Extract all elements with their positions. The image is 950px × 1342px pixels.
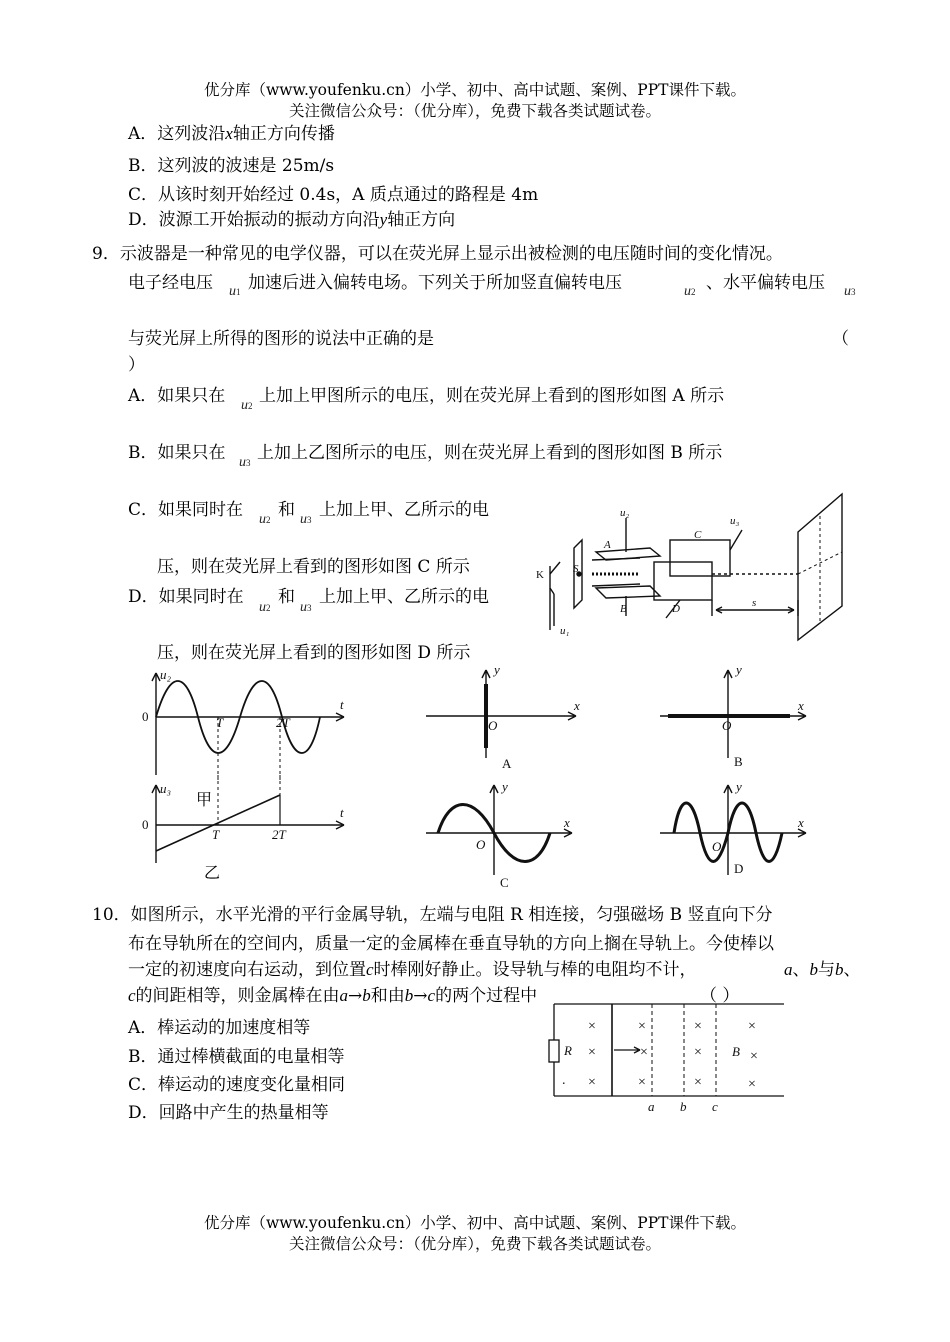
q10-line4-text-c: 的两个过程中 <box>435 986 538 1006</box>
var-u: u <box>241 398 248 413</box>
filament <box>550 562 560 574</box>
label-o: O <box>476 837 486 852</box>
label-T: T <box>216 715 224 730</box>
label-o: O <box>488 718 498 733</box>
label-b-pos: b <box>680 1099 687 1114</box>
sub-2: 2 <box>266 603 271 613</box>
label-o: O <box>712 839 722 854</box>
label-b: B <box>732 1044 740 1059</box>
field-cross: × <box>588 1045 596 1060</box>
q8-option-a <box>128 119 335 144</box>
sub-2: 2 <box>266 515 271 525</box>
label-c: C <box>694 529 702 541</box>
field-cross: × <box>748 1019 756 1034</box>
sub-2: 2 <box>248 401 253 411</box>
label-a: A <box>502 756 512 771</box>
var-u: u <box>229 284 236 299</box>
q9-var-u1 <box>229 284 241 300</box>
q10-end: 、 <box>843 960 861 980</box>
q10-var-b: b <box>809 960 818 979</box>
q9-option-a-pre: A．如果只在 <box>128 386 226 406</box>
sub-1: 1 <box>236 287 241 297</box>
label-2T: 2T <box>272 827 286 842</box>
var-u: u <box>300 600 307 615</box>
label-y: y <box>736 779 742 794</box>
header-line-1: 优分库（www.youfenku.cn）小学、初中、高中试题、案例、PPT课件下载。 <box>203 81 747 99</box>
oscilloscope-diagram <box>530 488 850 648</box>
sub-3: 3 <box>851 287 856 297</box>
var-u: u <box>239 455 246 470</box>
label-T: T <box>212 827 220 842</box>
q10-stem-line-2: 布在导轨所在的空间内，质量一定的金属棒在垂直导轨的方向上搁在导轨上。今使棒以 <box>128 934 774 954</box>
field-cross: × <box>588 1075 596 1090</box>
label-k: K <box>536 569 544 581</box>
label-s2: s <box>752 597 757 609</box>
q10-var-a: a <box>784 960 793 979</box>
q8-option-a-post: 轴正方向传播 <box>232 124 335 144</box>
q10-var-a: a <box>339 986 349 1005</box>
q8-option-d-var: y <box>379 210 388 229</box>
u3-ramp <box>156 795 280 851</box>
q10-answer-paren: （ ） <box>700 986 740 1006</box>
q9-option-d-mid: 和 <box>278 587 295 607</box>
label-y: y <box>494 662 500 677</box>
q10-var-b2: b <box>404 986 414 1005</box>
field-cross: × <box>640 1045 648 1060</box>
plate-b <box>596 586 660 598</box>
graph-yi-label: 乙 <box>204 863 221 882</box>
label-t: t <box>340 697 344 712</box>
q10-stem-line-1: 10．如图所示，水平光滑的平行金属导轨，左端与电阻 R 相连接，匀强磁场 B 竖直向下分 <box>92 905 773 925</box>
velocity-arrow <box>614 1047 640 1053</box>
field-dot: . <box>562 1073 566 1088</box>
q10-stem-line-4 <box>128 981 537 1006</box>
graph-yi-u3 <box>134 775 364 865</box>
field-cross: × <box>694 1045 702 1060</box>
label-2T: 2T <box>276 715 290 730</box>
label-x: x <box>798 698 804 713</box>
screen-figure-d <box>656 775 826 895</box>
label-x: x <box>574 698 580 713</box>
q8-option-c: C．从该时刻开始经过 0.4s，A 质点通过的路程是 4m <box>128 185 539 205</box>
q10-option-b: B．通过棒横截面的电量相等 <box>128 1047 345 1067</box>
q8-option-a-pre: A．这列波沿 <box>128 124 226 144</box>
q8-option-d-post: 轴正方向 <box>387 210 456 230</box>
q9-option-d-cont: 压，则在荧光屏上看到的图形如图 D 所示 <box>157 643 471 663</box>
q9-option-a-var <box>241 398 253 414</box>
q9-stem-line-1: 9．示波器是一种常见的电学仪器，可以在荧光屏上显示出被检测的电压随时间的变化情况。 <box>92 244 783 264</box>
resistor-r <box>549 1040 559 1062</box>
electron-gun-tube <box>592 558 640 586</box>
q9-var-u3 <box>844 284 856 300</box>
q9-option-c-cont: 压，则在荧光屏上看到的图形如图 C 所示 <box>157 557 470 577</box>
q9-var-u2 <box>684 284 696 300</box>
q10-stem-line-3 <box>128 955 697 980</box>
q10-and: 与 <box>818 960 835 980</box>
label-r: R <box>564 1043 572 1058</box>
q10-option-d: D．回路中产生的热量相等 <box>128 1103 329 1123</box>
label-s1: S <box>573 563 579 575</box>
rail-field-diagram <box>548 998 790 1118</box>
q9-option-a-post: 上加上甲图所示的电压，则在荧光屏上看到的图形如图 A 所示 <box>259 386 725 406</box>
footer-line-2: 关注微信公众号：（优分库），免费下载各类试题试卷。 <box>288 1235 661 1253</box>
label-u2: u₂ <box>620 507 630 519</box>
q9-answer-paren-open: （ <box>832 329 849 349</box>
label-a: a <box>648 1099 655 1114</box>
graph-jia-label: 甲 <box>196 790 213 809</box>
q9-stem-line-2a: 电子经电压 <box>128 273 213 293</box>
field-cross: × <box>638 1019 646 1034</box>
var-u: u <box>259 512 266 527</box>
q9-option-b-var <box>239 455 251 471</box>
q10-line4-text-a: 的间距相等，则金属棒在由 <box>135 986 340 1006</box>
q10-line4-text-b: 和由 <box>370 986 405 1006</box>
var-u: u <box>684 284 691 299</box>
label-b: B <box>620 603 627 615</box>
label-c: C <box>500 875 509 890</box>
var-u: u <box>300 512 307 527</box>
label-a: A <box>604 539 611 551</box>
label-x: x <box>564 815 570 830</box>
sub-3: 3 <box>307 603 312 613</box>
footer-line-1: 优分库（www.youfenku.cn）小学、初中、高中试题、案例、PPT课件下载。 <box>203 1214 747 1232</box>
label-u3: u₃ <box>730 515 740 527</box>
q10-stem-line-3-vars <box>784 955 861 980</box>
q9-option-d-post: 上加上甲、乙所示的电 <box>319 587 489 607</box>
q10-line3-text-b: 时棒刚好静止。设导轨与棒的电阻均不计， <box>373 960 697 980</box>
label-zero: 0 <box>142 817 149 832</box>
screen-figure-c <box>422 775 592 895</box>
label-zero: 0 <box>142 709 149 724</box>
q9-option-c-post: 上加上甲、乙所示的电 <box>319 500 489 520</box>
q10-option-c: C．棒运动的速度变化量相同 <box>128 1075 346 1095</box>
x-axis <box>660 829 806 837</box>
position-guides <box>652 1004 716 1096</box>
var-u: u <box>844 284 851 299</box>
field-cross: × <box>638 1075 646 1090</box>
field-cross: × <box>588 1019 596 1034</box>
label-u2: u₂ <box>160 667 172 682</box>
q9-answer-paren-close: ） <box>128 355 145 375</box>
arrow-icon: → <box>413 986 428 1006</box>
label-x: x <box>798 815 804 830</box>
q10-line3-text-a: 一定的初速度向右运动，到位置 <box>128 960 366 980</box>
label-d: D <box>672 603 680 615</box>
q9-option-c-var1 <box>259 512 271 528</box>
q8-option-b: B．这列波的波速是 25m/s <box>128 156 335 176</box>
label-b: B <box>734 754 743 769</box>
arrow-icon: → <box>348 986 363 1006</box>
field-cross: × <box>694 1019 702 1034</box>
header-line-2: 关注微信公众号：（优分库），免费下载各类试题试卷。 <box>288 102 661 120</box>
screen-figure-b <box>656 660 826 780</box>
field-cross: × <box>748 1077 756 1092</box>
q10-var-c: c <box>366 960 374 979</box>
q9-option-d-pre: D．如果同时在 <box>128 587 244 607</box>
sub-3: 3 <box>307 515 312 525</box>
q10-var-c2: c <box>427 986 436 1005</box>
q10-var-b2: b <box>835 960 844 979</box>
field-cross: × <box>750 1049 758 1064</box>
q9-option-d-var1 <box>259 600 271 616</box>
sub-3: 3 <box>246 458 251 468</box>
plate-c <box>670 540 730 576</box>
q9-option-c-pre: C．如果同时在 <box>128 500 244 520</box>
period-guides <box>218 717 280 783</box>
q8-option-d-pre: D．波源工开始振动的振动方向沿 <box>128 210 380 230</box>
q9-option-b-pre: B．如果只在 <box>128 443 226 463</box>
q9-option-c-mid: 和 <box>278 500 295 520</box>
var-u: u <box>259 600 266 615</box>
q8-option-d <box>128 205 455 230</box>
label-y: y <box>502 779 508 794</box>
x-axis <box>426 712 576 720</box>
q9-option-b-post: 上加上乙图所示的电压，则在荧光屏上看到的图形如图 B 所示 <box>257 443 723 463</box>
q10-var-b: b <box>362 986 371 1005</box>
label-y: y <box>736 662 742 677</box>
q8-option-a-var: x <box>225 124 233 143</box>
q9-stem-line-3: 与荧光屏上所得的图形的说法中正确的是 <box>128 329 434 349</box>
label-c: c <box>712 1099 718 1114</box>
screen-axes <box>798 516 842 622</box>
q9-stem-line-2b: 加速后进入偏转电场。下列关于所加竖直偏转电压 <box>248 273 622 293</box>
label-o: O <box>722 718 732 733</box>
label-d: D <box>734 861 744 876</box>
sub-2: 2 <box>691 287 696 297</box>
label-u3: u₃ <box>160 781 172 796</box>
q10-var-c: c <box>128 986 136 1005</box>
q9-option-d-var2 <box>300 600 312 616</box>
field-cross: × <box>694 1075 702 1090</box>
screen-figure-a <box>422 660 592 780</box>
label-u1: u₁ <box>560 625 570 637</box>
graph-jia-u2 <box>134 665 364 785</box>
q10-option-a: A．棒运动的加速度相等 <box>128 1018 311 1038</box>
plate-d <box>654 562 712 600</box>
q9-option-c-var2 <box>300 512 312 528</box>
u3-lead <box>730 530 742 550</box>
q10-sep: 、 <box>792 960 810 980</box>
label-t: t <box>340 805 344 820</box>
q9-stem-line-2c: 、水平偏转电压 <box>706 273 825 293</box>
